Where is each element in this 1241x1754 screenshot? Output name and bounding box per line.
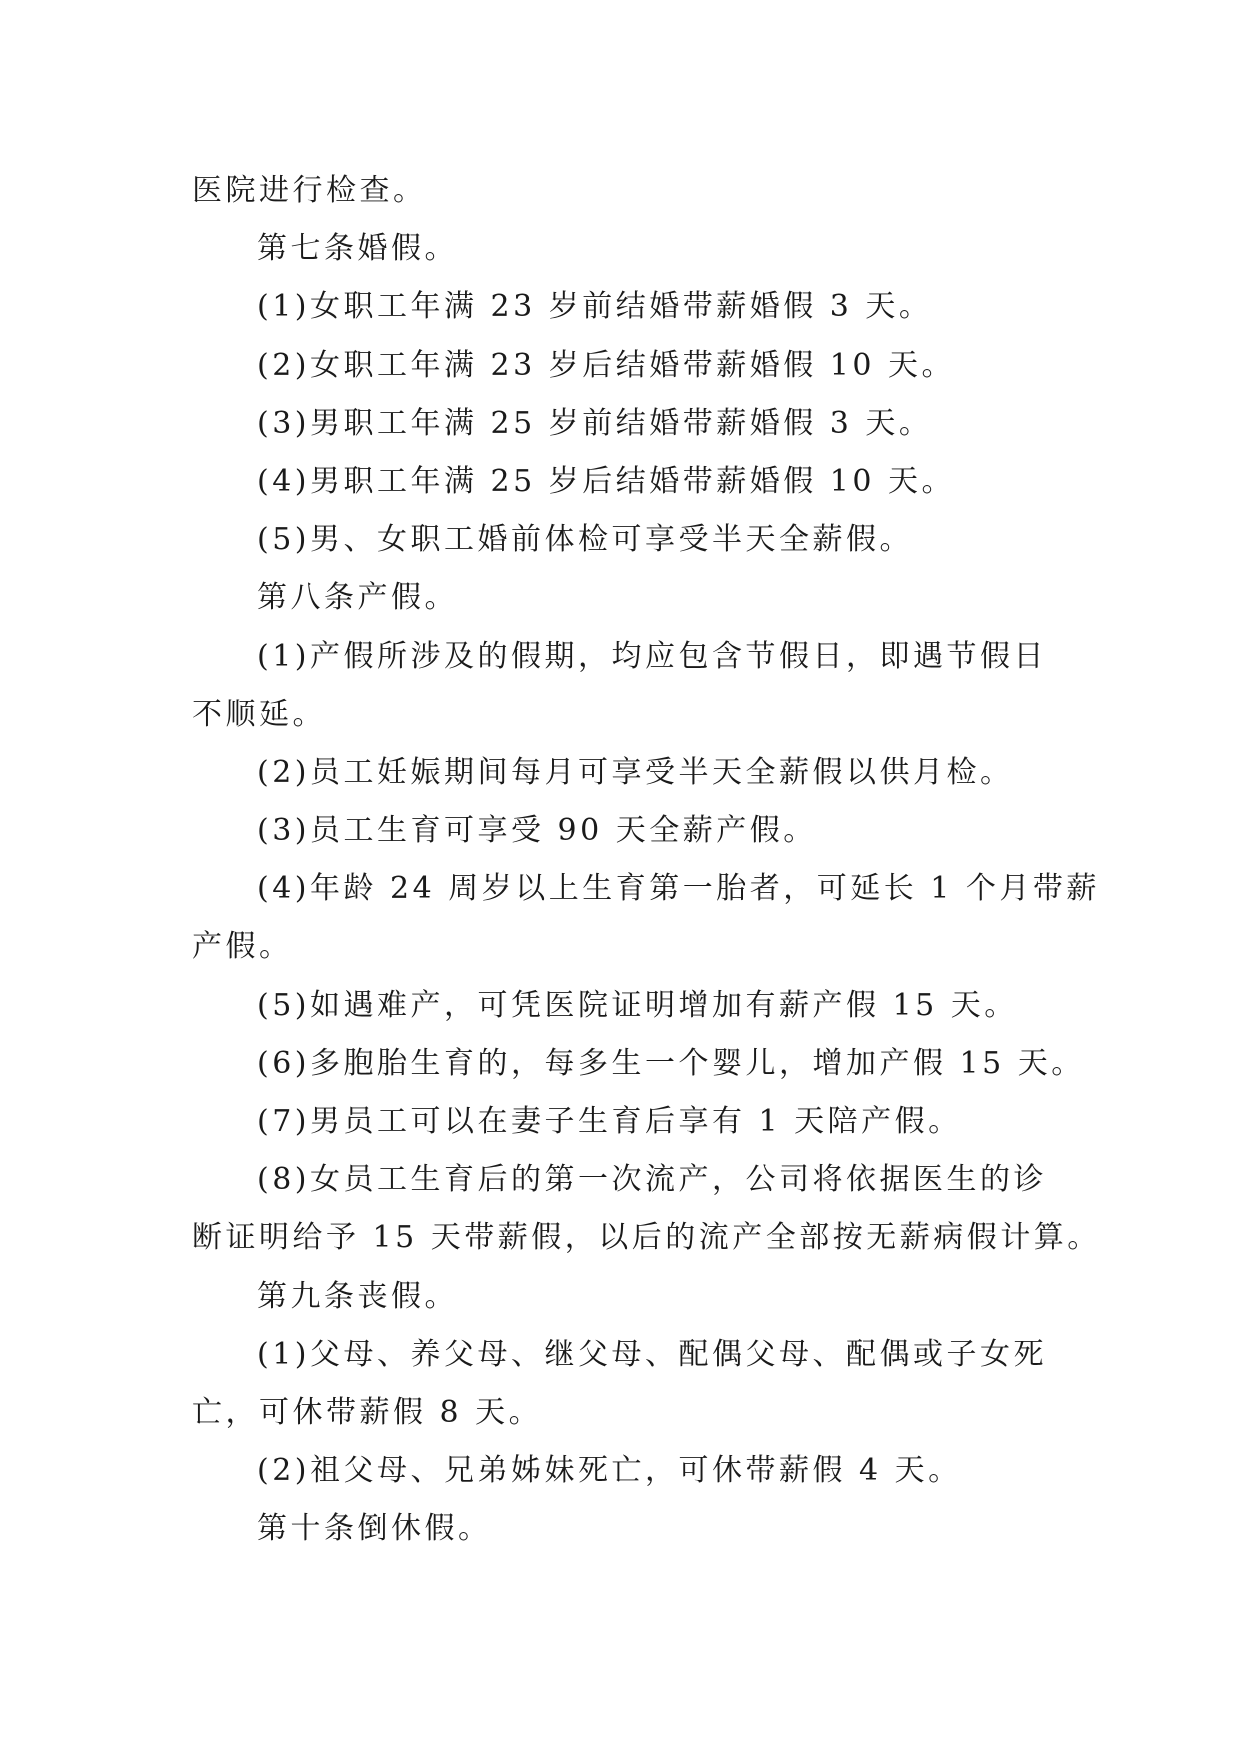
text-line: (8)女员工生育后的第一次流产，公司将依据医生的诊	[257, 1162, 1047, 1198]
text-line: (7)男员工可以在妻子生育后享有 1 天陪产假。	[257, 1104, 962, 1139]
text-line: (2)女职工年满 23 岁后结婚带薪婚假 10 天。	[257, 347, 955, 383]
text-line: (1)产假所涉及的假期，均应包含节假日，即遇节假日	[257, 638, 1047, 674]
text-line: (2)祖父母、兄弟姊妹死亡，可休带薪假 4 天。	[257, 1453, 962, 1489]
text-line: (5)男、女职工婚前体检可享受半天全薪假。	[257, 522, 913, 558]
text-line: 医院进行检查。	[192, 173, 427, 208]
text-line: (3)员工生育可享受 90 天全薪产假。	[257, 813, 817, 849]
article-heading: 第八条产假。	[257, 580, 458, 616]
text-line: (3)男职工年满 25 岁前结婚带薪婚假 3 天。	[257, 405, 933, 441]
text-line: 不顺延。	[192, 696, 326, 732]
text-line: (5)如遇难产，可凭医院证明增加有薪产假 15 天。	[257, 987, 1018, 1023]
article-heading: 第九条丧假。	[257, 1278, 458, 1314]
article-heading: 第十条倒休假。	[257, 1511, 492, 1547]
text-line: (1)女职工年满 23 岁前结婚带薪婚假 3 天。	[257, 289, 933, 325]
text-line: (4)男职工年满 25 岁后结婚带薪婚假 10 天。	[257, 463, 955, 499]
document-body	[192, 162, 1101, 1559]
article-heading: 第七条婚假。	[257, 231, 458, 267]
text-line: 断证明给予 15 天带薪假，以后的流产全部按无薪病假计算。	[192, 1220, 1101, 1256]
text-line: (1)父母、养父母、继父母、配偶父母、配偶或子女死	[257, 1336, 1047, 1372]
text-line: (4)年龄 24 周岁以上生育第一胎者，可延长 1 个月带薪	[257, 871, 1100, 907]
text-line: 亡，可休带薪假 8 天。	[192, 1394, 543, 1430]
text-line: (6)多胞胎生育的，每多生一个婴儿，增加产假 15 天。	[257, 1045, 1085, 1081]
text-line: (2)员工妊娠期间每月可享受半天全薪假以供月检。	[257, 754, 1014, 790]
text-line: 产假。	[192, 929, 293, 965]
